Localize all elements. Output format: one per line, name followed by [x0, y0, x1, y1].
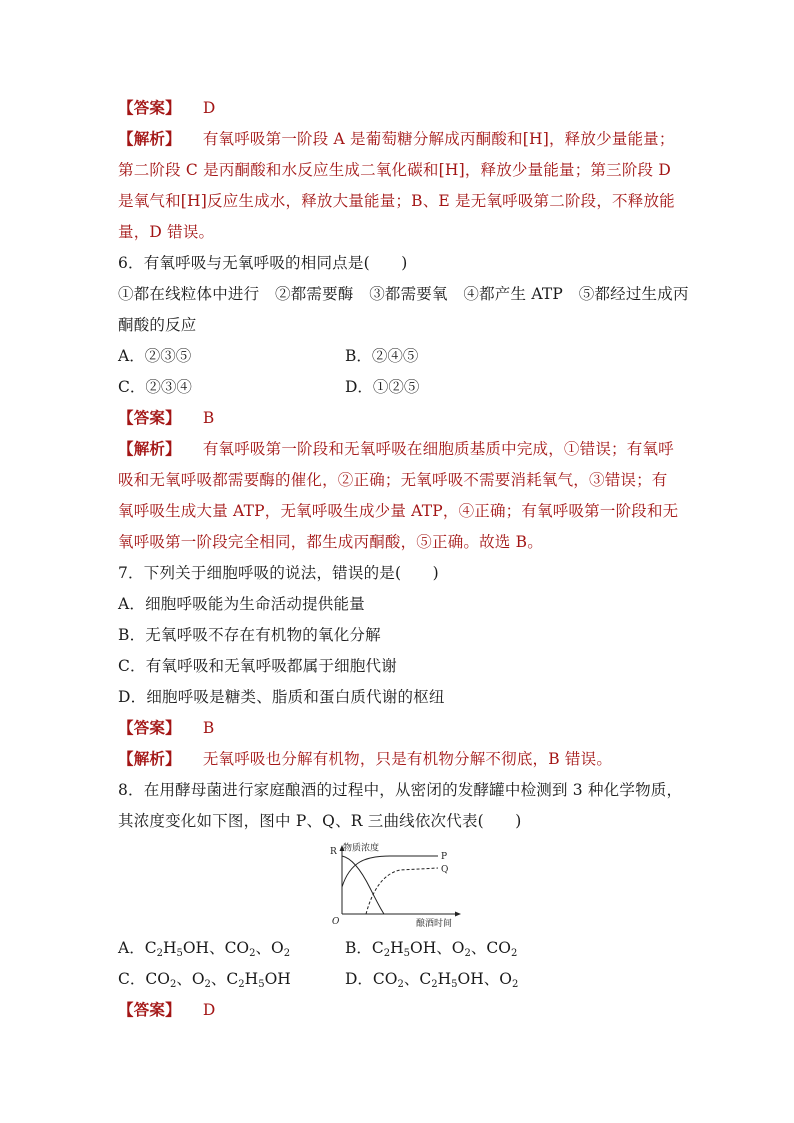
q5-analysis-line-3: 是氧气和[H]反应生成水，释放大量能量；B、E 是无氧呼吸第二阶段，不释放能: [118, 192, 675, 210]
concentration-chart: [330, 842, 470, 932]
answer-value: D: [202, 99, 216, 117]
q7-option-d: D．细胞呼吸是糖类、脂质和蛋白质代谢的枢纽: [118, 688, 445, 706]
q6-items-line-1: ①都在线粒体中进行 ②都需要酶 ③都需要氧 ④都产生 ATP ⑤都经过生成丙: [118, 285, 689, 303]
answer-label: 【答案】: [118, 1000, 181, 1019]
q6-analysis-line-4: 氧呼吸第一阶段完全相同，都生成丙酮酸，⑤正确。故选 B。: [118, 533, 543, 551]
q6-analysis-line-1: 【解析】 有氧呼吸第一阶段和无氧呼吸在细胞质基质中完成，①错误；有氧呼: [118, 439, 674, 458]
q7-option-a: A．细胞呼吸能为生命活动提供能量: [118, 595, 365, 613]
q6-answer: [118, 408, 214, 428]
q7-stem: 7．下列关于细胞呼吸的说法，错误的是( ): [118, 564, 439, 582]
q5-analysis-line-2: 第二阶段 C 是丙酮酸和水反应生成二氧化碳和[H]，释放少量能量；第三阶段 D: [118, 161, 671, 179]
q8-option-c: C．$CO_2$、$O_2$、$C_2H_5OH$: [118, 970, 291, 990]
q7-option-b: B．无氧呼吸不存在有机物的氧化分解: [118, 626, 381, 644]
answer-value: D: [202, 1001, 216, 1019]
q5-analysis-line-4: 量，D 错误。: [118, 223, 215, 241]
q8-option-a: A．$C_2H_5OH$、$CO_2$、$O_2$: [118, 939, 291, 959]
analysis-label: 【解析】: [118, 129, 181, 148]
x-axis-arrow: [455, 912, 461, 917]
analysis-label: 【解析】: [118, 749, 181, 768]
q7-answer: [118, 718, 214, 738]
curve-q-label: Q: [441, 865, 449, 875]
analysis-label: 【解析】: [118, 439, 181, 458]
q6-option-a: A．②③⑤: [118, 347, 192, 365]
answer-value: B: [202, 719, 215, 737]
q6-items-line-2: 酮酸的反应: [118, 316, 197, 334]
q7-option-c: C．有氧呼吸和无氧呼吸都属于细胞代谢: [118, 657, 397, 675]
q6-analysis-line-2: 吸和无氧呼吸都需要酶的催化，②正确；无氧呼吸不需要消耗氧气，③错误；有: [118, 471, 668, 489]
q7-analysis-line-1: 【解析】 无氧呼吸也分解有机物，只是有机物分解不彻底，B 错误。: [118, 749, 613, 768]
q8-option-d: D．$CO_2$、$C_2H_5OH$、$O_2$: [345, 970, 519, 990]
q6-analysis-line-3: 氧呼吸生成大量 ATP，无氧呼吸生成少量 ATP，④正确；有氧呼吸第一阶段和无: [118, 502, 679, 520]
answer-label: 【答案】: [118, 718, 181, 737]
curve-r: [342, 856, 384, 914]
q8-answer: [118, 1000, 215, 1020]
q6-option-d: D．①②⑤: [345, 378, 420, 396]
answer-label: 【答案】: [118, 408, 181, 427]
q6-option-b: B．②④⑤: [345, 347, 419, 365]
curve-q: [366, 868, 438, 914]
y-axis-label: 物质浓度: [343, 843, 380, 854]
origin-label: O: [332, 917, 340, 927]
q6-stem: 6．有氧呼吸与无氧呼吸的相同点是( ): [118, 254, 408, 272]
q8-stem-line-2: 其浓度变化如下图，图中 P、Q、R 三曲线依次代表( ): [118, 812, 522, 830]
q5-analysis-line-1: 【解析】 有氧呼吸第一阶段 A 是葡萄糖分解成丙酮酸和[H]，释放少量能量；: [118, 129, 675, 148]
q6-option-c: C．②③④: [118, 378, 192, 396]
curve-p: [342, 856, 438, 887]
answer-value: B: [202, 409, 215, 427]
curve-p-label: P: [441, 852, 448, 862]
curve-r-label: R: [330, 847, 337, 857]
x-axis-label: 酿酒时间: [416, 919, 453, 929]
q8-stem-line-1: 8．在用酵母菌进行家庭酿酒的过程中，从密闭的发酵罐中检测到 3 种化学物质，: [118, 781, 683, 799]
q5-answer: [118, 98, 215, 118]
q8-option-b: B．$C_2H_5OH$、$O_2$、$CO_2$: [345, 939, 518, 959]
answer-label: 【答案】: [118, 98, 181, 117]
concentration-figure: [330, 842, 470, 936]
